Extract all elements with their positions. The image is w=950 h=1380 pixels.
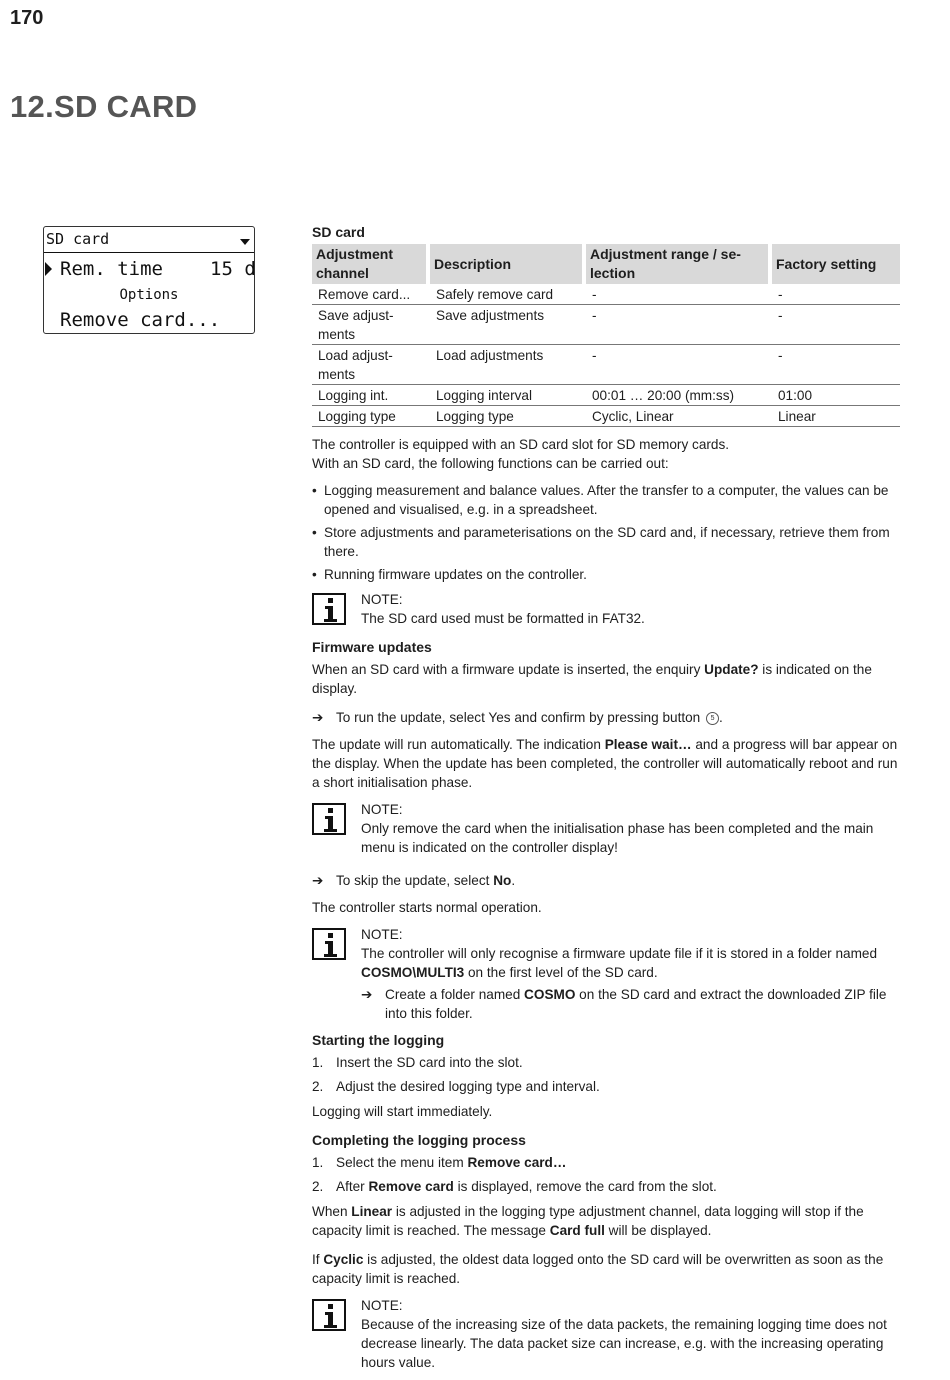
info-icon [312,593,346,625]
table-cell: Save adjustments [430,305,586,345]
numbered-list [312,1053,902,1096]
info-icon [312,803,346,835]
lcd-selector-arrow-icon [45,262,52,276]
table-header-cell: Adjustment channel [312,244,430,284]
note-label: NOTE: [361,592,403,607]
main-content [312,222,902,1380]
arrow-icon: ➔ [312,710,324,725]
table-cell: Linear [772,406,900,427]
table-row [312,284,900,305]
page-number: 170 [10,7,44,29]
list-item: 2. After Remove card is displayed, remove the card from the slot. [312,1179,717,1194]
paragraph: When Linear is adjusted in the logging type adjustment channel, data logging will stop if the capacity limit is reached. The message Card full will be displayed. [312,1204,864,1238]
table-cell: - [772,345,900,385]
table-cell: 00:01 … 20:00 (mm:ss) [586,385,772,406]
adjustment-table [312,244,900,427]
intro-line: The controller is equipped with an SD card slot for SD memory cards. [312,437,730,452]
table-cell: Logging type [312,406,430,427]
table-cell: Remove card... [312,284,430,305]
table-cell: Logging type [430,406,586,427]
note-box [312,590,902,630]
note-text: The SD card used must be formatted in FAT32. [361,611,645,626]
note-label: NOTE: [361,1298,403,1313]
table-cell: Save adjust- ments [312,305,430,345]
section-heading: Starting the logging [312,1032,445,1048]
lcd-row-label: Rem. time [60,258,163,280]
note-box [312,800,902,857]
table-header-cell: Adjustment range / se- lection [586,244,772,284]
intro-line: With an SD card, the following functions can be carried out: [312,456,669,471]
lcd-options-label: Options [119,287,179,303]
table-cell: 01:00 [772,385,900,406]
lcd-header [44,227,254,253]
section-heading: Completing the logging process [312,1132,526,1148]
note-box [312,1296,902,1372]
table-row [312,385,900,406]
note-label: NOTE: [361,802,403,817]
intro-paragraph [312,435,902,473]
table-cell: Logging interval [430,385,586,406]
table-row [312,305,900,345]
table-caption: SD card [312,224,365,240]
paragraph: If Cyclic is adjusted, the oldest data logged onto the SD card will be overwritten as soon as the capacity limit is reached. [312,1252,884,1286]
lcd-dropdown-icon [240,239,250,245]
table-cell: - [772,305,900,345]
table-header-cell: Description [430,244,586,284]
lcd-row-remaining-time [44,257,254,281]
arrow-icon: ➔ [361,987,373,1002]
lcd-remove-card-item: Remove card... [60,309,221,331]
paragraph: The controller starts normal operation. [312,900,542,915]
instruction-step: ➔ To skip the update, select No. [312,873,516,888]
function-list [312,481,902,584]
table-cell: - [586,284,772,305]
chapter-number: 12. [10,89,54,124]
list-item: • Store adjustments and parameterisations on the SD card and, if necessary, retrieve them from there. [312,523,902,561]
list-item: 1. Insert the SD card into the slot. [312,1055,523,1070]
paragraph: The update will run automatically. The indication Please wait… and a progress will bar appear on the display. When the update has been completed, the controller will automatically reboot and run a short initialisation phase. [312,737,898,790]
note-text: The controller will only recognise a firmware update file if it is stored in a folder named COSMO\MULTI3 on the first level of the SD card. [361,946,878,980]
table-cell: - [586,305,772,345]
table-header-cell: Factory setting [772,244,900,284]
table-cell: Load adjustments [430,345,586,385]
instruction-step: ➔ To run the update, select Yes and confirm by pressing button 5 . [312,710,723,725]
note-text: Only remove the card when the initialisation phase has been completed and the main menu is indicated on the controller display! [361,821,874,855]
list-item: 1. Select the menu item Remove card… [312,1155,567,1170]
info-icon [312,1299,346,1331]
table-header-row [312,244,900,284]
note-label: NOTE: [361,927,403,942]
paragraph: Logging will start immediately. [312,1104,493,1119]
table-row [312,345,900,385]
button-icon: 5 [706,712,719,725]
note-text: Because of the increasing size of the data packets, the remaining logging time does not decrease linearly. The data packet size can increase, e.g. with the increasing operating hours value. [361,1317,887,1370]
table-cell: Safely remove card [430,284,586,305]
table-body [312,284,900,427]
paragraph: When an SD card with a firmware update is inserted, the enquiry Update? is indicated on the display. [312,662,872,696]
info-icon [312,928,346,960]
instruction-step: ➔ Create a folder named COSMO on the SD card and extract the downloaded ZIP file into this folder. [361,987,887,1021]
table-cell: Load adjust- ments [312,345,430,385]
list-item: • Logging measurement and balance values. After the transfer to a computer, the values can be opened and visualised, e.g. in a spreadsheet. [312,481,902,519]
table-cell: - [772,284,900,305]
section-heading: Firmware updates [312,639,432,655]
table-cell: Cyclic, Linear [586,406,772,427]
list-item: • Running firmware updates on the controller. [312,565,902,584]
chapter-name: SD CARD [54,89,198,124]
list-item: 2. Adjust the desired logging type and interval. [312,1079,600,1094]
lcd-display [43,226,255,334]
arrow-icon: ➔ [312,873,324,888]
table-row [312,406,900,427]
table-cell: Logging int. [312,385,430,406]
lcd-row-value: 15 d [210,258,256,280]
table-cell: - [586,345,772,385]
note-box [312,925,902,1023]
numbered-list [312,1153,902,1196]
chapter-title [10,88,197,126]
lcd-header-text: SD card [46,230,110,248]
